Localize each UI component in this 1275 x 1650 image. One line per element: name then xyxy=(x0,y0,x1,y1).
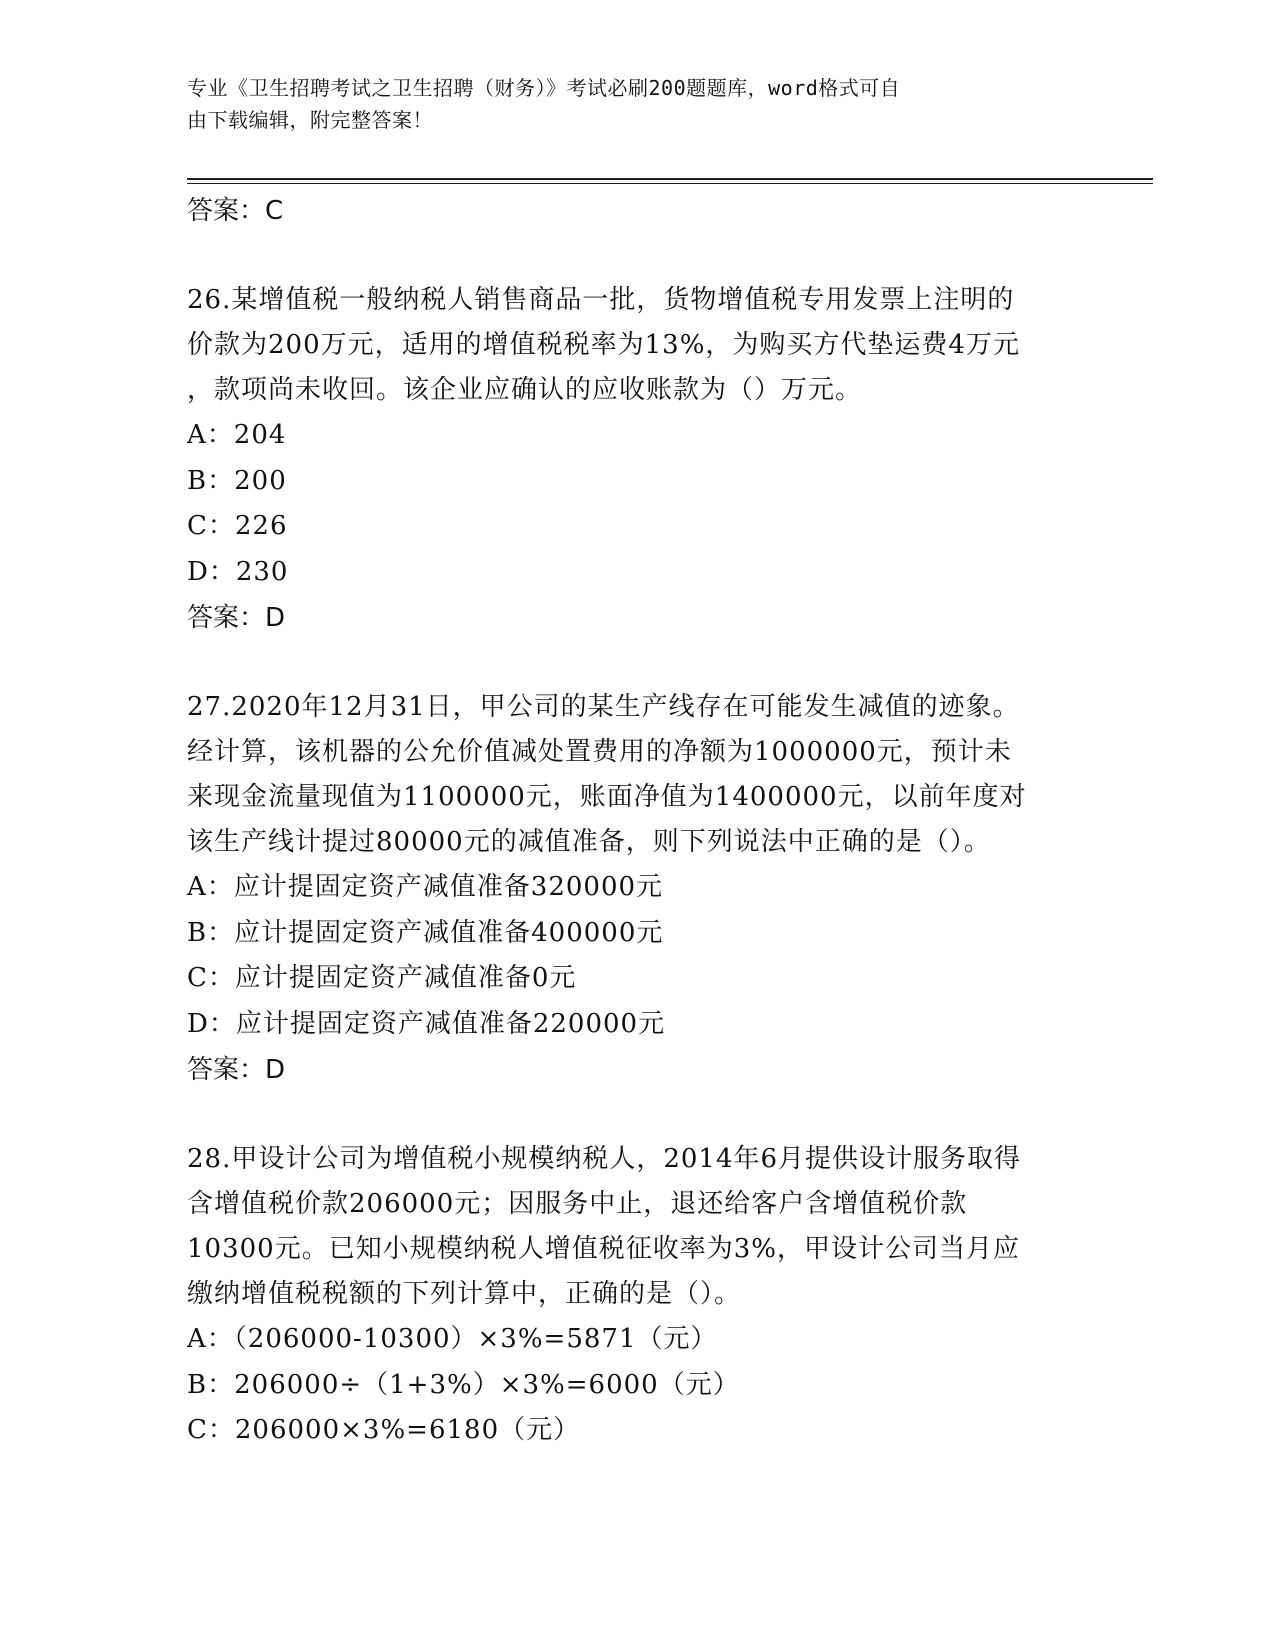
question-list xyxy=(187,188,1087,1454)
question-stem-line: 10300元。已知小规模纳税人增值税征收率为3%，甲设计公司当月应 xyxy=(187,1234,1020,1264)
option-a: A：204 xyxy=(187,420,287,450)
option-d: D：230 xyxy=(187,556,289,587)
header-line-1: 专业《卫生招聘考试之卫生招聘（财务）》考试必刷200题题库，word格式可自 xyxy=(187,76,901,100)
question-stem-line: 该生产线计提过80000元的减值准备，则下列说法中正确的是（）。 xyxy=(187,827,991,857)
question-stem-line: 27.2020年12月31日，甲公司的某生产线存在可能发生减值的迹象。 xyxy=(187,692,1020,722)
answer: 答案：D xyxy=(187,1055,286,1085)
spacer xyxy=(187,641,1087,685)
question-stem-line: 含增值税价款206000元；因服务中止，退还给客户含增值税价款 xyxy=(187,1189,968,1219)
option-c: C：226 xyxy=(187,511,288,541)
header-line-2: 由下载编辑，附完整答案！ xyxy=(187,108,433,132)
option-b: B：应计提固定资产减值准备400000元 xyxy=(187,917,664,948)
option-d: D：应计提固定资产减值准备220000元 xyxy=(187,1008,666,1039)
option-c: C：应计提固定资产减值准备0元 xyxy=(187,963,577,993)
question-26 xyxy=(187,278,1087,641)
spacer xyxy=(187,234,1087,278)
question-stem-line: 来现金流量现值为1100000元，账面净值为1400000元，以前年度对 xyxy=(187,782,1027,812)
option-b: B：200 xyxy=(187,465,287,496)
question-27 xyxy=(187,685,1087,1093)
option-c: C：206000×3%=6180（元） xyxy=(187,1415,581,1445)
question-stem-line: ，款项尚未收回。该企业应确认的应收账款为（）万元。 xyxy=(187,375,863,405)
question-stem-line: 缴纳增值税税额的下列计算中，正确的是（）。 xyxy=(187,1279,742,1309)
header-divider xyxy=(187,178,1153,184)
option-a: A：（206000-10300）×3%=5871（元） xyxy=(187,1324,718,1354)
question-stem-line: 经计算，该机器的公允价值减处置费用的净额为1000000元，预计未 xyxy=(187,737,1012,767)
spacer xyxy=(187,1093,1087,1137)
answer-previous: 答案：C xyxy=(187,196,284,226)
answer: 答案：D xyxy=(187,603,286,633)
question-stem-line: 价款为200万元，适用的增值税税率为13%，为购买方代垫运费4万元 xyxy=(187,330,1020,360)
question-28 xyxy=(187,1137,1087,1454)
question-stem-line: 26.某增值税一般纳税人销售商品一批，货物增值税专用发票上注明的 xyxy=(187,285,1015,315)
question-stem-line: 28.甲设计公司为增值税小规模纳税人，2014年6月提供设计服务取得 xyxy=(187,1144,1022,1174)
page-header xyxy=(187,72,1067,136)
option-a: A：应计提固定资产减值准备320000元 xyxy=(187,872,664,902)
option-b: B：206000÷（1+3%）×3%=6000（元） xyxy=(187,1369,740,1400)
